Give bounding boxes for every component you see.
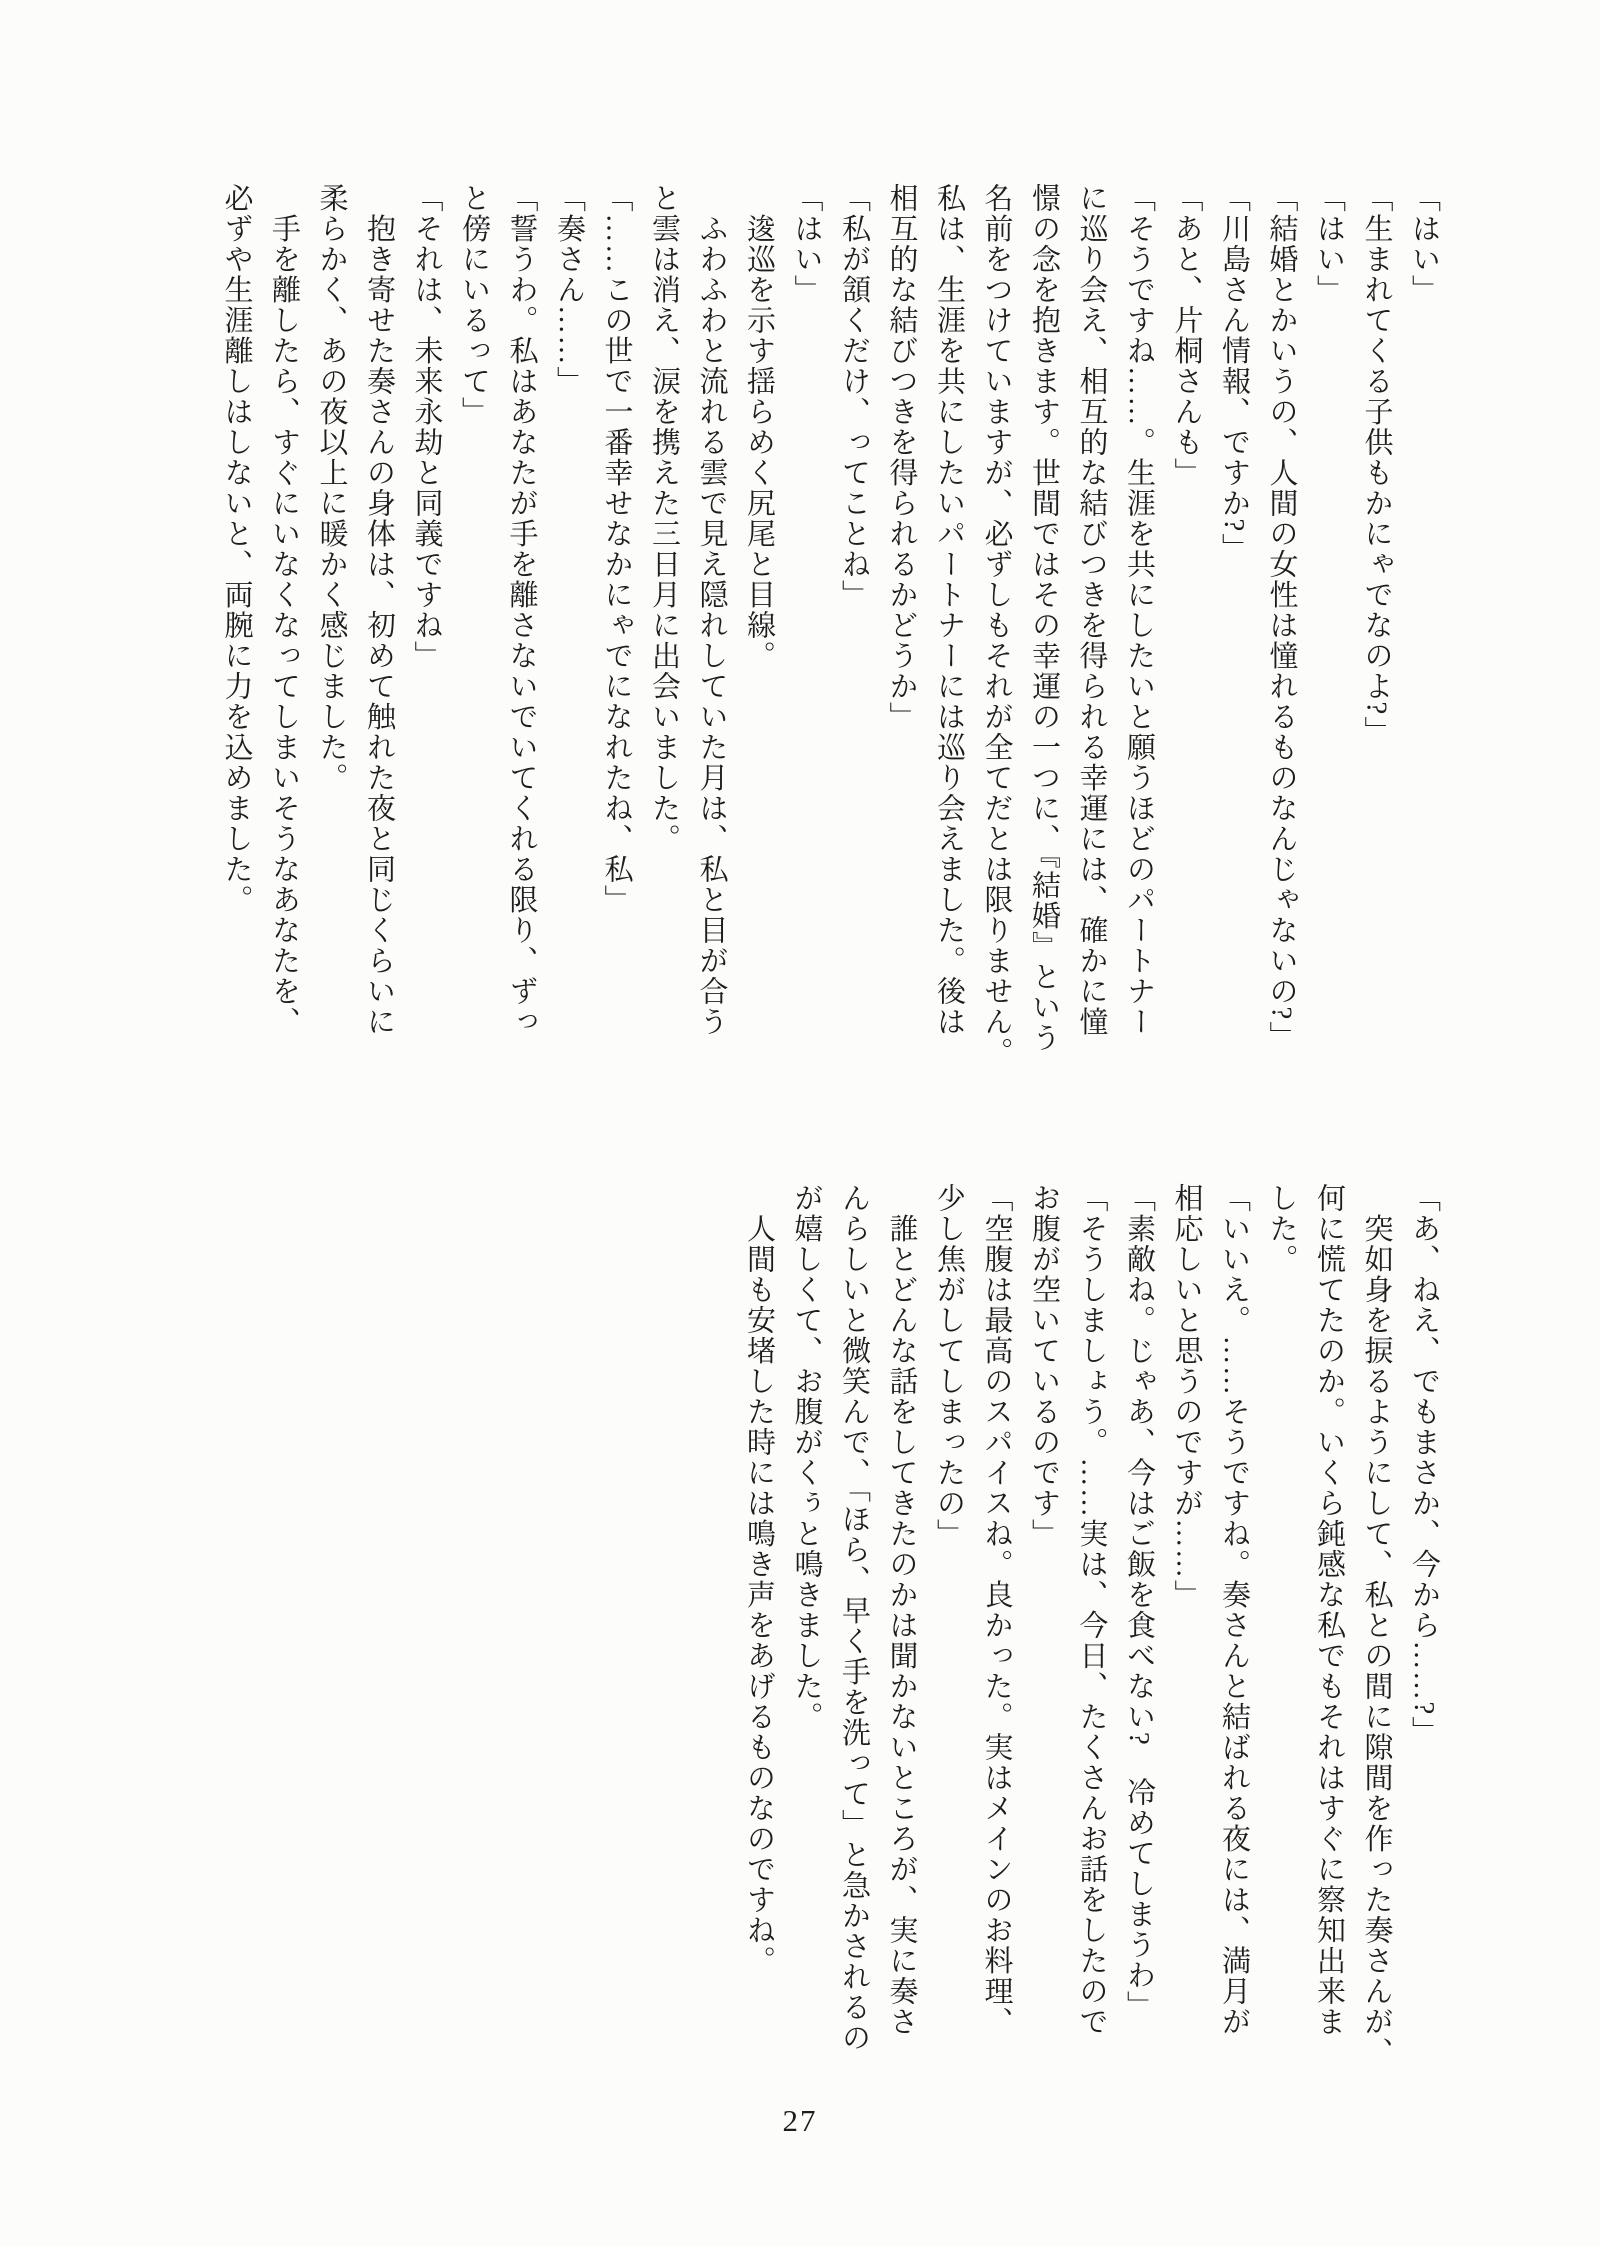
- text-line: 手を離したら、すぐにいなくなってしまいそうなあなたを、: [268, 183, 300, 1037]
- text-line: 誰とどんな話をしてきたのかは聞かないところが、実に奏さ: [885, 1183, 918, 2037]
- page-number: 27: [782, 2103, 818, 2138]
- text-line: と雲は消え、涙を携えた三日月に出会いました。: [648, 183, 680, 854]
- text-line: ふわふわと流れる雲で見え隠れしていた月は、私と目が合う: [695, 183, 728, 1037]
- text-line: んらしいと微笑んで、「ほら、早く手を洗って」と急かされるの: [838, 1183, 870, 2053]
- text-line: お腹が空いているのです」: [1028, 1183, 1060, 1549]
- text-line: 「……この世で一番幸せなかにゃでになれたね、私」: [600, 183, 633, 915]
- text-line: 逡巡を示す揺らめく尻尾と目線。: [743, 183, 775, 671]
- text-line: 「結婚とかいうの、人間の女性は憧れるものなんじゃないの?」: [1265, 183, 1298, 1052]
- text-line: 私は、生涯を共にしたいパートナーには巡り会えました。後は: [933, 183, 965, 1037]
- text-line: 人間も安堵した時には鳴き声をあげるものなのですね。: [743, 1183, 775, 1976]
- text-line: 柔らかく、あの夜以上に暖かく感じました。: [315, 183, 348, 793]
- text-line: 「空腹は最高のスパイスね。良かった。実はメインのお料理、: [980, 1183, 1013, 2037]
- text-line: 「生まれてくる子供もかにゃでなのよ?」: [1360, 183, 1393, 747]
- text-line: 憬の念を抱きます。世間ではその幸運の一つに、『結婚』という: [1028, 183, 1060, 1053]
- text-line: 「はい」: [790, 183, 823, 305]
- bottom-text-block: [734, 1183, 1447, 2078]
- text-line: 突如身を捩るようにして、私との間に隙間を作った奏さんが、: [1360, 1183, 1393, 2068]
- text-line: 少し焦がしてしまったの」: [933, 1183, 965, 1549]
- text-line: 「川島さん情報、ですか?」: [1218, 183, 1250, 564]
- text-line: 「そうしましょう。……実は、今日、たくさんお話をしたので: [1075, 1183, 1108, 2037]
- top-text-block: [212, 183, 1447, 1078]
- text-line: 「素敵ね。じゃあ、今はご飯を食べない? 冷めてしまうわ」: [1123, 1183, 1155, 2021]
- text-line: 抱き寄せた奏さんの身体は、初めて触れた夜と同じくらいに: [363, 183, 395, 1037]
- text-line: 相互的な結びつきを得られるかどうか」: [885, 183, 918, 732]
- text-line: 何に慌てたのか。いくら鈍感な私でもそれはすぐに察知出来ま: [1313, 1183, 1345, 2037]
- text-line: 「奏さん……」: [553, 183, 585, 397]
- text-line: 必ずや生涯離しはしないと、両腕に力を込めました。: [220, 183, 253, 915]
- text-line: 「私が頷くだけ、ってことね」: [838, 183, 870, 610]
- text-line: 「誓うわ。私はあなたが手を離さないでいてくれる限り、ずっ: [505, 183, 538, 1037]
- text-line: 「あ、ねえ、でもまさか、今から……?」: [1408, 1183, 1440, 1747]
- text-line: 「それは、未来永劫と同義ですね」: [410, 183, 443, 671]
- text-line: 「はい」: [1408, 183, 1440, 305]
- text-line: 「はい」: [1313, 183, 1345, 305]
- text-line: した。: [1265, 1183, 1298, 1275]
- text-line: と傍にいるって」: [458, 183, 490, 427]
- text-line: が嬉しくて、お腹がくぅと鳴きました。: [790, 1183, 823, 1732]
- text-line: 「そうですね……。生涯を共にしたいと願うほどのパートナー: [1123, 183, 1155, 1037]
- text-line: 相応しいと思うのですが……」: [1170, 1183, 1203, 1610]
- text-line: 「あと、片桐さんも」: [1170, 183, 1203, 488]
- text-line: に巡り会え、相互的な結びつきを得られる幸運には、確かに憧: [1075, 183, 1108, 1037]
- text-line: 名前をつけていますが、必ずしもそれが全てだとは限りません。: [980, 183, 1013, 1068]
- text-line: 「いいえ。……そうですね。奏さんと結ばれる夜には、満月が: [1218, 1183, 1250, 2037]
